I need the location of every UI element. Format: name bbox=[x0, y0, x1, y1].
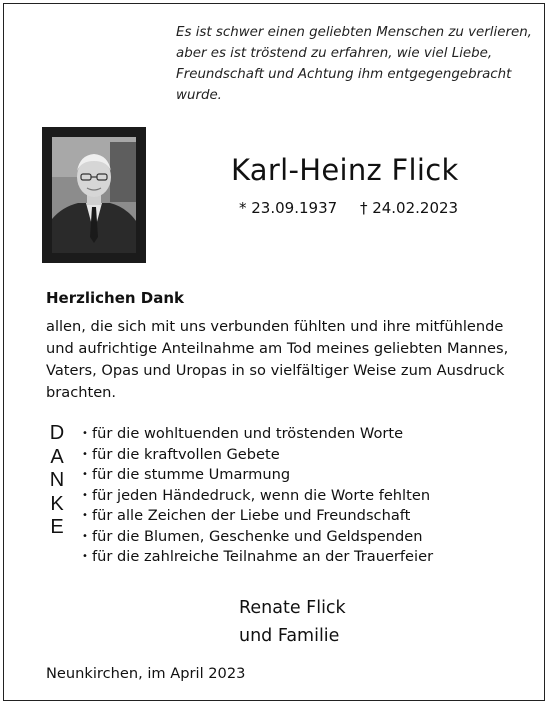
paragraph-line: brachten. bbox=[46, 384, 117, 401]
portrait-illustration bbox=[52, 137, 136, 253]
place-and-date: Neunkirchen, im April 2023 bbox=[46, 665, 246, 682]
list-item: • für die zahlreiche Teilnahme an der Trauerfeier bbox=[82, 547, 433, 568]
deceased-name: Karl-Heinz Flick bbox=[231, 153, 459, 187]
danke-letter: N bbox=[49, 469, 65, 492]
list-item: • für die wohltuenden und tröstenden Worte bbox=[82, 424, 433, 445]
bullet-icon: • bbox=[82, 510, 88, 521]
thanks-heading: Herzlichen Dank bbox=[46, 289, 185, 307]
paragraph-line: und aufrichtige Anteilnahme am Tod meines geliebten Mannes, bbox=[46, 340, 509, 357]
signature-name: Renate Flick bbox=[239, 598, 346, 618]
quote-line: wurde. bbox=[176, 88, 222, 103]
bullet-icon: • bbox=[82, 489, 88, 501]
paragraph-line: Vaters, Opas und Uropas in so vielfältiger Weise zum Ausdruck bbox=[46, 362, 505, 379]
death-date: † 24.02.2023 bbox=[359, 199, 459, 217]
bullet-icon: • bbox=[82, 448, 88, 460]
quote-line: Es ist schwer einen geliebten Menschen zu verlieren, bbox=[176, 25, 532, 40]
danke-vertical-word bbox=[46, 422, 68, 540]
list-item: • für alle Zeichen der Liebe und Freundschaft bbox=[82, 506, 433, 527]
portrait-photo bbox=[52, 137, 136, 253]
thanks-paragraph bbox=[46, 316, 516, 404]
bullet-icon: • bbox=[82, 428, 88, 439]
thanks-list bbox=[82, 424, 433, 568]
bullet-icon: • bbox=[82, 551, 88, 562]
danke-letter: D bbox=[49, 422, 65, 444]
bullet-icon: • bbox=[82, 530, 88, 542]
danke-letter: A bbox=[50, 445, 64, 468]
list-item: • für die stumme Umarmung bbox=[82, 465, 433, 486]
life-dates bbox=[239, 199, 458, 217]
portrait-frame bbox=[42, 127, 146, 263]
danke-letter: K bbox=[50, 492, 64, 515]
list-item: • für jeden Händedruck, wenn die Worte fehlten bbox=[82, 486, 433, 507]
birth-date: * 23.09.1937 bbox=[239, 199, 338, 217]
list-item: • für die kraftvollen Gebete bbox=[82, 445, 433, 466]
bullet-icon: • bbox=[82, 469, 88, 480]
list-item: • für die Blumen, Geschenke und Geldspenden bbox=[82, 527, 433, 548]
signature-family: und Familie bbox=[239, 626, 340, 646]
quote-line: aber es ist tröstend zu erfahren, wie viel Liebe, bbox=[176, 46, 493, 61]
danke-letter: E bbox=[50, 516, 64, 539]
memorial-quote bbox=[176, 22, 532, 106]
quote-line: Freundschaft und Achtung ihm entgegengebracht bbox=[176, 67, 512, 82]
signature-block bbox=[239, 594, 346, 650]
paragraph-line: allen, die sich mit uns verbunden fühlten und ihre mitfühlende bbox=[46, 318, 504, 335]
